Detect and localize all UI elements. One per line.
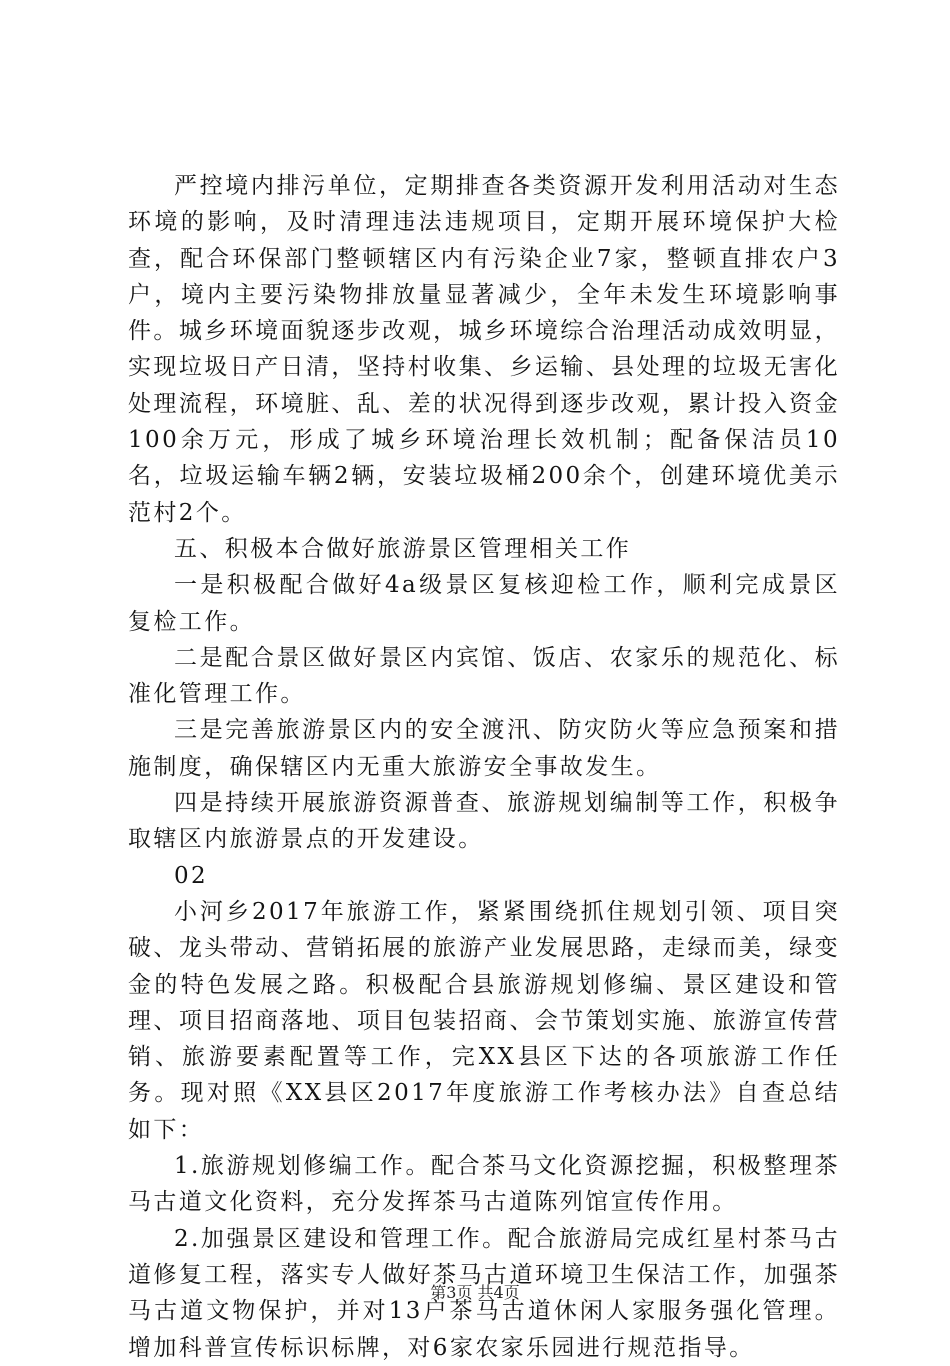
paragraph-item-two: 二是配合景区做好景区内宾馆、饭店、农家乐的规范化、标准化管理工作。 [128,644,840,708]
section-number: 02 [174,862,209,889]
section-heading-five: 五、积极本合做好旅游景区管理相关工作 [174,535,632,562]
paragraph-tourism-summary: 小河乡2017年旅游工作，紧紧围绕抓住规划引领、项目突破、龙头带动、营销拓展的旅游产业发展思路，走绿而美，绿变金的特色发展之路。积极配合县旅游规划修编、景区建设和管理、项目招商落地、项目包装招商、会节策划实施、旅游宣传营销、旅游要素配置等工作，完XX县区下达的各项旅游工作任务。现对照《XX县区2017年度旅游工作考核办法》自查总结如下： [128,898,840,1143]
paragraph-planning: 1.旅游规划修编工作。配合茶马文化资源挖掘，积极整理茶马古道文化资料，充分发挥茶马古道陈列馆宣传作用。 [128,1153,840,1216]
paragraph-environment: 严控境内排污单位，定期排查各类资源开发利用活动对生态环境的影响，及时清理违法违规项目，定期开展环境保护大检查，配合环保部门整顿辖区内有污染企业7家，整顿直排农户3户，境内主要污染物排放量显著减少，全年未发生环境影响事件。城乡环境面貌逐步改观，城乡环境综合治理活动成效明显，实现垃圾日产日清，坚持村收集、乡运输、县处理的垃圾无害化处理流程，环境脏、乱、差的状况得到逐步改观，累计投入资金100余万元，形成了城乡环境治理长效机制；配备保洁员10名，垃圾运输车辆2辆，安装垃圾桶200余个，创建环境优美示范村2个。 [128,173,840,526]
paragraph-item-one: 一是积极配合做好4a级景区复核迎检工作，顺利完成景区复检工作。 [128,572,840,635]
paragraph-scenic-management: 2.加强景区建设和管理工作。配合旅游局完成红星村茶马古道修复工程，落实专人做好茶马古道环境卫生保洁工作，加强茶马古道文物保护，并对13户茶马古道休闲人家服务强化管理。增加科普宣传标识标牌，对6家农家乐园进行规范指导。 [128,1225,840,1361]
paragraph-item-four: 四是持续开展旅游资源普查、旅游规划编制等工作，积极争取辖区内旅游景点的开发建设。 [128,790,840,853]
document-body [128,168,840,1366]
page-number-footer: 第3页 共4页 [430,1283,520,1302]
paragraph-item-three: 三是完善旅游景区内的安全渡汛、防灾防火等应急预案和措施制度，确保辖区内无重大旅游安全事故发生。 [128,717,840,780]
